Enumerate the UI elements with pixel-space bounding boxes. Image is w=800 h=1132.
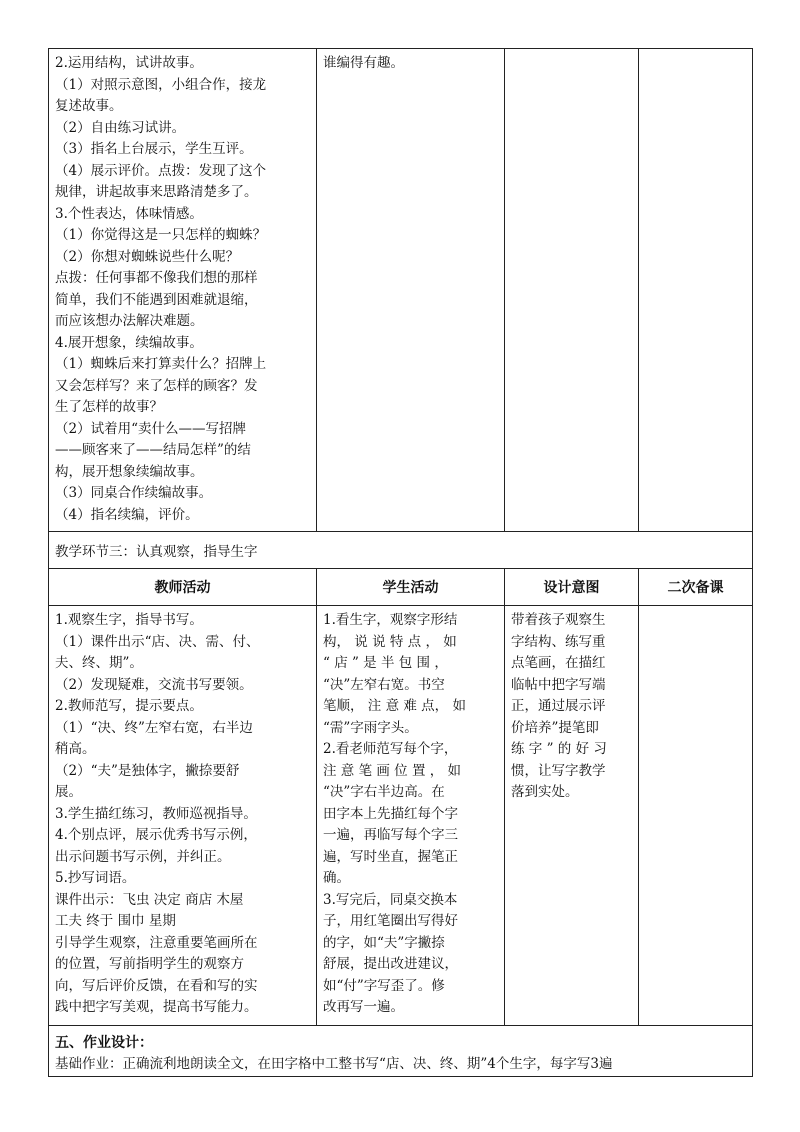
second-prep-text (639, 49, 752, 57)
text-line: “决”字右半边高。在 (323, 784, 445, 800)
design-intent-text (505, 606, 638, 808)
teacher-activity-text (49, 606, 316, 1023)
text-line: 2.教师范写，提示要点。 (55, 698, 203, 714)
text-line: （2）你想对蜘蛛说些什么呢？ (55, 248, 240, 265)
student-activity-cell-top (317, 49, 505, 532)
text-line: 简单，我们不能遇到困难就退缩， (55, 291, 258, 308)
lesson-plan-page (48, 48, 752, 1077)
text-line: （2）“夫”是独体字，撇捺要舒 (55, 762, 240, 779)
student-activity-text (317, 49, 504, 79)
text-line: 引导学生观察，注意重要笔画所在 (55, 934, 258, 951)
text-line: 4.个别点评，展示优秀书写示例， (55, 827, 257, 843)
text-line: 如“付”字写歪了。修 (323, 977, 445, 994)
text-line: “需”字雨字头。 (323, 719, 418, 736)
text-line: 田字本上先描红每个字 (323, 805, 458, 822)
text-line: 正，通过展示评 (511, 698, 606, 714)
text-line: 构，展开想象续编故事。 (55, 463, 204, 480)
text-line: 一遍，再临写每个字三 (323, 827, 458, 843)
text-line: 践中把字写美观，提高书写能力。 (55, 999, 258, 1015)
text-line: 3.学生描红练习，教师巡视指导。 (55, 805, 257, 822)
text-line: 临帖中把字写端 (511, 676, 606, 693)
text-line: 点笔画，在描红 (511, 655, 606, 671)
student-activity-text (317, 606, 504, 1023)
text-line: 3.写完后，同桌交换本 (323, 891, 458, 908)
text-line: 点拨：任何事都不像我们想的那样 (55, 270, 258, 286)
text-line: （1）对照示意图，小组合作，接龙 (55, 76, 267, 93)
text-line: 笔顺， 注 意 难 点， 如 (323, 698, 466, 714)
header-second-prep: 二次备课 (639, 569, 753, 606)
text-line: （2）试着用“卖什么——写招牌 (55, 420, 246, 437)
text-line: 生了怎样的故事？ (55, 399, 163, 415)
text-line: 惯，让写字教学 (511, 762, 606, 779)
header-student-activity: 学生活动 (317, 569, 505, 606)
homework-row (49, 1026, 753, 1077)
text-line: 3.个性表达，体味情感。 (55, 205, 203, 222)
text-line: ——顾客来了——结局怎样”的结 (55, 442, 251, 458)
body-content-row (49, 606, 753, 1026)
design-intent-text (505, 49, 638, 57)
top-content-row (49, 49, 753, 532)
text-line: （1）蜘蛛后来打算卖什么？招牌上 (55, 356, 267, 372)
lesson-plan-table (48, 48, 753, 1077)
text-line: （4）指名续编，评价。 (55, 506, 199, 523)
header-row (49, 569, 753, 606)
text-line: 稍高。 (55, 741, 96, 757)
text-line: 舒展，提出改进建议， (323, 956, 458, 972)
teacher-activity-text (49, 49, 316, 530)
teacher-activity-cell-top (49, 49, 317, 532)
second-prep-cell (639, 606, 753, 1026)
text-line: 2.看老师范写每个字， (323, 741, 458, 757)
section-three-row (49, 532, 753, 569)
text-line: 向，写后评价反馈，在看和写的实 (55, 977, 258, 994)
text-line: 遍，写时坐直，握笔正 (323, 848, 458, 865)
text-line: 夫、终、期”。 (55, 655, 143, 671)
text-line: （1）课件出示“店、决、需、付、 (55, 633, 260, 650)
text-line: 价培养”提笔即 (511, 719, 599, 736)
section-three-title: 教学环节三：认真观察，指导生字 (49, 532, 753, 569)
text-line: 复述故事。 (55, 98, 123, 114)
text-line: 1.观察生字，指导书写。 (55, 612, 203, 628)
student-activity-cell (317, 606, 505, 1026)
text-line: 5.抄写词语。 (55, 870, 136, 886)
text-line: （2）自由练习试讲。 (55, 119, 186, 136)
text-line: 规律，讲起故事来思路清楚多了。 (55, 184, 258, 200)
text-line: 确。 (323, 870, 350, 886)
design-intent-cell (505, 606, 639, 1026)
text-line: 工夫 终于 围巾 星期 (55, 913, 176, 929)
text-line: “ 店 ” 是 半 包 围 ， (323, 655, 448, 671)
homework-line: 基础作业：正确流利地朗读全文，在田字格中工整书写“店、决、终、期”4个生字，每字写3遍 (55, 1056, 613, 1072)
text-line: 子，用红笔圈出写得好 (323, 913, 458, 929)
teacher-activity-cell (49, 606, 317, 1026)
text-line: 的位置，写前指明学生的观察方 (55, 956, 244, 972)
text-line: （4）展示评价。点拨：发现了这个 (55, 162, 267, 179)
text-line: 2.运用结构，试讲故事。 (55, 55, 203, 71)
text-line: 的字，如“夫”字撇捺 (323, 934, 445, 951)
text-line: 又会怎样写？来了怎样的顾客？发 (55, 377, 258, 394)
text-line: 注 意 笔 画 位 置 ， 如 (323, 762, 462, 779)
design-intent-cell-top (505, 49, 639, 532)
text-line: 字结构、练写重 (511, 633, 606, 650)
text-line: （3）指名上台展示，学生互评。 (55, 141, 253, 157)
text-line: 1.看生字，观察字形结 (323, 612, 458, 628)
text-line: 展。 (55, 784, 82, 800)
text-line: （1）“决、终”左窄右宽，右半边 (55, 719, 253, 736)
text-line: 课件出示：飞虫 决定 商店 木屋 (55, 891, 244, 908)
homework-cell (49, 1026, 753, 1077)
header-design-intent: 设计意图 (505, 569, 639, 606)
second-prep-cell-top (639, 49, 753, 532)
homework-title: 五、作业设计： (55, 1035, 153, 1051)
text-line: （3）同桌合作续编故事。 (55, 485, 213, 501)
text-line: （2）发现疑难，交流书写要领。 (55, 676, 253, 693)
text-line: 改再写一遍。 (323, 999, 404, 1015)
text-line: “决”左窄右宽。书空 (323, 676, 445, 693)
text-line: 练 字 ” 的 好 习 (511, 741, 607, 757)
header-teacher-activity: 教师活动 (49, 569, 317, 606)
text-line: 构， 说 说 特 点 ， 如 (323, 633, 457, 650)
text-line: 而应该想办法解决难题。 (55, 313, 204, 329)
second-prep-text (639, 606, 752, 614)
text-line: 出示问题书写示例，并纠正。 (55, 848, 231, 865)
text-line: 带着孩子观察生 (511, 612, 606, 628)
text-line: 谁编得有趣。 (323, 55, 404, 71)
text-line: 4.展开想象，续编故事。 (55, 334, 203, 351)
text-line: （1）你觉得这是一只怎样的蜘蛛？ (55, 227, 267, 243)
text-line: 落到实处。 (511, 784, 579, 800)
